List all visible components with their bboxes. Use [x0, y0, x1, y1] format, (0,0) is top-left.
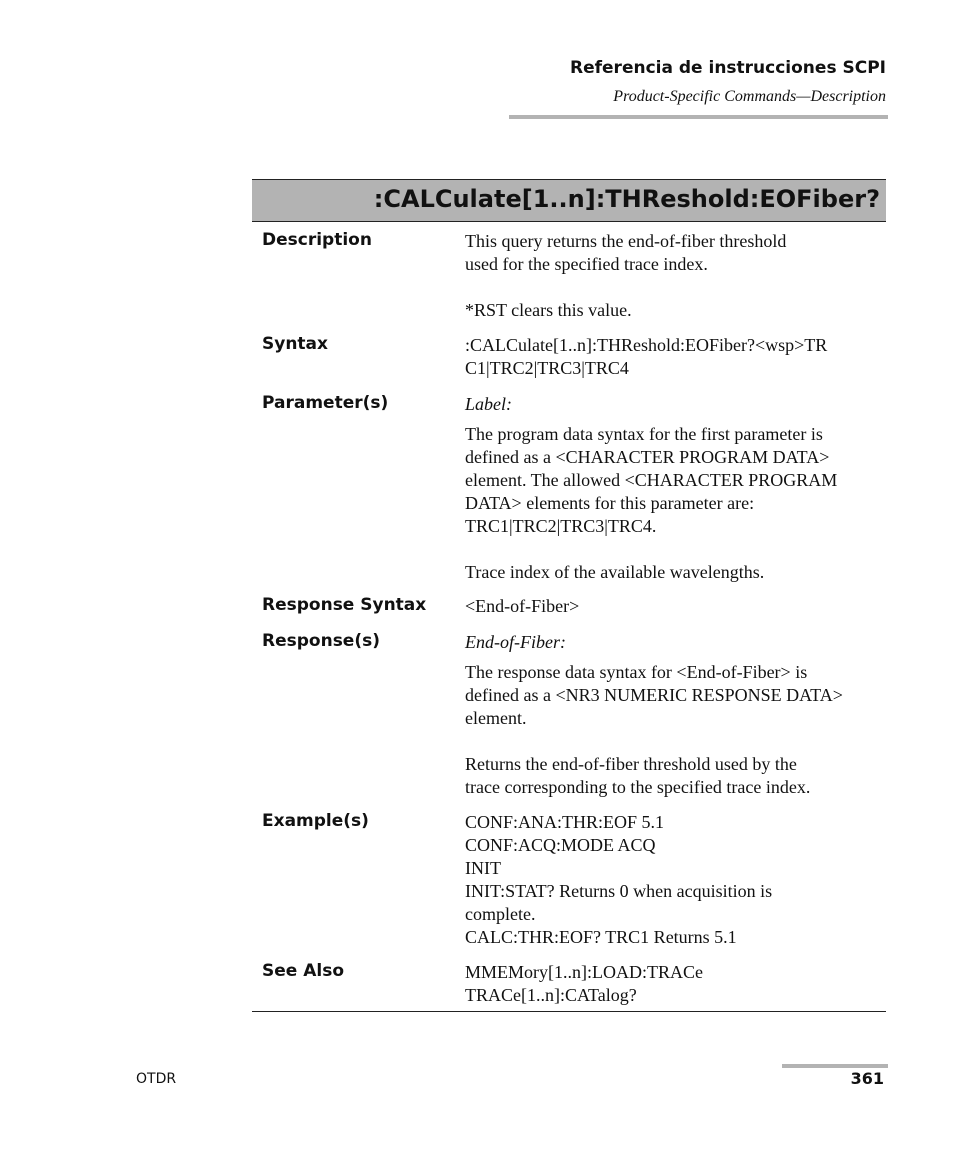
parameter-line: TRC1|TRC2|TRC3|TRC4.: [465, 516, 657, 536]
response-note-line: trace corresponding to the specified trace index.: [465, 777, 811, 797]
command-title: :CALCulate[1..n]:THReshold:EOFiber?: [373, 185, 880, 213]
response-line: defined as a <NR3 NUMERIC RESPONSE DATA>: [465, 685, 843, 705]
example-line: complete.: [465, 904, 536, 924]
parameter-line: The program data syntax for the first parameter is: [465, 424, 823, 444]
parameter-line: defined as a <CHARACTER PROGRAM DATA>: [465, 447, 830, 467]
example-line: INIT: [465, 858, 501, 878]
see-also-link: MMEMory[1..n]:LOAD:TRACe: [465, 962, 703, 982]
see-also-label: See Also: [262, 961, 345, 981]
parameter-name: Label:: [465, 394, 512, 414]
example-line: INIT:STAT? Returns 0 when acquisition is: [465, 881, 773, 901]
syntax-text: [465, 334, 885, 380]
see-also-link: TRACe[1..n]:CATalog?: [465, 985, 637, 1005]
footer-product: OTDR: [136, 1071, 177, 1087]
running-header-title: Referencia de instrucciones SCPI: [570, 58, 886, 78]
examples-text: [465, 811, 885, 949]
response-note-line: Returns the end-of-fiber threshold used by the: [465, 754, 797, 774]
response-syntax-value: <End-of-Fiber>: [465, 596, 580, 616]
example-line: CONF:ACQ:MODE ACQ: [465, 835, 656, 855]
response-line: The response data syntax for <End-of-Fiber> is: [465, 662, 808, 682]
header-rule: [509, 115, 888, 119]
footer-rule: [782, 1064, 888, 1068]
response-line: element.: [465, 708, 527, 728]
responses-text: [465, 631, 885, 799]
parameters-label: Parameter(s): [262, 393, 389, 413]
description-note: *RST clears this value.: [465, 300, 632, 320]
syntax-line: :CALCulate[1..n]:THReshold:EOFiber?<wsp>TR: [465, 335, 828, 355]
page-number: 361: [850, 1069, 884, 1088]
response-syntax-label: Response Syntax: [262, 595, 427, 615]
see-also-text: [465, 961, 885, 1007]
responses-label: Response(s): [262, 631, 380, 651]
syntax-label: Syntax: [262, 334, 328, 354]
examples-label: Example(s): [262, 811, 369, 831]
syntax-line: C1|TRC2|TRC3|TRC4: [465, 358, 629, 378]
parameter-line: DATA> elements for this parameter are:: [465, 493, 755, 513]
description-label: Description: [262, 230, 372, 250]
example-line: CALC:THR:EOF? TRC1 Returns 5.1: [465, 927, 737, 947]
description-text: [465, 230, 885, 322]
description-line: This query returns the end-of-fiber threshold: [465, 231, 787, 251]
response-syntax-text: [465, 595, 885, 618]
parameter-line: element. The allowed <CHARACTER PROGRAM: [465, 470, 838, 490]
parameters-text: [465, 393, 885, 584]
response-name: End-of-Fiber:: [465, 632, 566, 652]
command-title-bar: [252, 179, 886, 222]
example-line: CONF:ANA:THR:EOF 5.1: [465, 812, 665, 832]
table-bottom-rule: [252, 1011, 886, 1012]
parameter-note: Trace index of the available wavelengths.: [465, 562, 765, 582]
running-header-subtitle: Product-Specific Commands—Description: [613, 88, 886, 105]
description-line: used for the specified trace index.: [465, 254, 708, 274]
